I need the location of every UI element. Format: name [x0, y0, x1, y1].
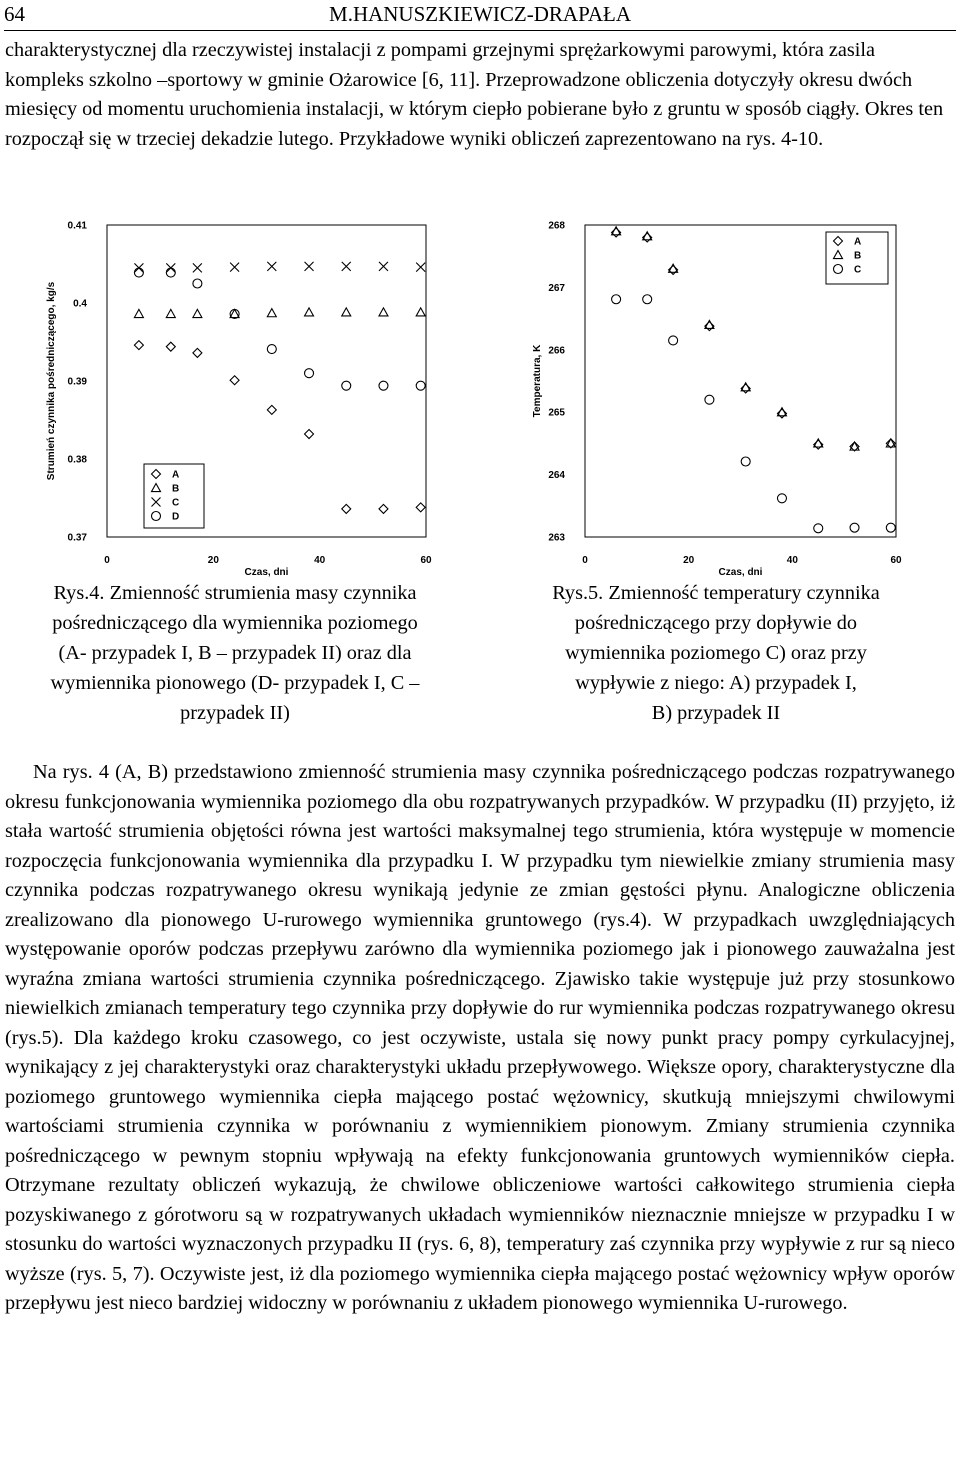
- caption-line: wymiennika pionowego (D- przypadek I, C –: [50, 672, 420, 694]
- y-tick-label: 0.41: [67, 220, 87, 232]
- x-tick-label: 0: [104, 555, 110, 566]
- data-point: [166, 268, 175, 277]
- legend-label: A: [172, 469, 180, 481]
- x-tick-label: 40: [314, 555, 326, 566]
- data-point: [305, 430, 314, 439]
- y-tick-label: 0.39: [67, 376, 87, 388]
- x-tick-label: 20: [683, 555, 695, 566]
- x-tick-label: 40: [786, 555, 798, 566]
- figure-4-chart: [40, 212, 440, 582]
- y-tick-label: 268: [548, 220, 565, 232]
- data-point: [193, 279, 202, 288]
- caption-line: wypływie z niego: A) przypadek I,: [575, 672, 857, 694]
- figure-4-svg: [40, 212, 440, 582]
- data-point: [342, 262, 351, 271]
- y-axis-label: Temperatura, K: [532, 344, 543, 418]
- data-point: [267, 309, 276, 317]
- data-point: [741, 457, 750, 466]
- data-point: [705, 395, 714, 404]
- intro-paragraph: charakterystycznej dla rzeczywistej instalacji z pompami grzejnymi sprężarkowymi parowymi, która zasila kompleks szkolno –sportowy w gminie Ożarowice [6, 11]. Przeprowadzone obliczenia dotyczyły okresu dwóch miesięcy od momentu uruchomienia instalacji, w którym ciepło pobierane było z gruntu w sposób ciągły. Okres ten rozpoczął się w trzeciej dekadzie lutego. Przykładowe wyniki obliczeń zaprezentowano na rys. 4-10.: [5, 39, 944, 150]
- y-tick-label: 265: [548, 407, 565, 419]
- y-tick-label: 0.38: [67, 454, 87, 466]
- series-C: [612, 295, 896, 533]
- data-point: [416, 381, 425, 390]
- data-point: [134, 268, 143, 277]
- figure-5-chart: [528, 212, 918, 582]
- y-tick-label: 0.4: [73, 298, 87, 310]
- page-header: [4, 2, 956, 28]
- figure-5-svg: [528, 212, 918, 582]
- data-point: [886, 523, 895, 532]
- data-point: [305, 369, 314, 378]
- running-head: M.HANUSZKIEWICZ-DRAPAŁA: [329, 2, 631, 26]
- data-point: [230, 263, 239, 272]
- data-point: [850, 442, 859, 450]
- data-point: [134, 309, 143, 317]
- x-tick-label: 60: [420, 555, 432, 566]
- data-point: [643, 295, 652, 304]
- data-point: [305, 262, 314, 271]
- data-point: [230, 376, 239, 385]
- data-point: [416, 308, 425, 316]
- caption-line: pośredniczącego dla wymiennika poziomego: [52, 612, 418, 634]
- x-tick-label: 20: [207, 555, 219, 566]
- x-axis-label: Czas, dni: [244, 567, 289, 578]
- body-paragraph: [5, 758, 955, 1319]
- data-point: [612, 295, 621, 304]
- data-point: [379, 381, 388, 390]
- y-axis-label: Strumień czynnika pośredniczącego, kg/s: [46, 281, 57, 481]
- data-point: [379, 504, 388, 513]
- series-C: [134, 262, 425, 273]
- caption-line: Rys.4. Zmienność strumienia masy czynnika: [53, 582, 417, 604]
- caption-line: wymiennika poziomego C) oraz przy: [565, 642, 867, 664]
- x-tick-label: 60: [890, 555, 902, 566]
- data-point: [134, 341, 143, 350]
- series-B: [134, 308, 425, 318]
- data-point: [416, 503, 425, 512]
- data-point: [669, 336, 678, 345]
- legend-label: D: [172, 511, 180, 523]
- body-text: Na rys. 4 (A, B) przedstawiono zmienność strumienia masy czynnika pośredniczącego podczas rozpatrywanego okresu funkcjonowania wymiennika poziomego dla obu rozpatrywanych przypadków. W przypadku (II) przyjęto, iż stała wartość strumienia objętości równa jest wartości maksymalnej tego strumienia, która występuje w momencie rozpoczęcia funkcjonowania wymiennika dla przypadku I. W przypadku tym niewielkie zmiany strumienia masy czynnika podczas rozpatrywanego okresu wynikają jedynie ze zmian gęstości płynu. Analogiczne obliczenia zrealizowano dla pionowego U-rurowego wymiennika gruntowego (rys.4). W przypadkach uwzględniających występowanie oporów podczas przepływu zarówno dla wymiennika poziomego jak i pionowego zauważalna jest wyraźna zmiana wartości strumienia czynnika pośredniczącego. Zjawisko takie występuje już przy stosunkowo niewielkich zmianach temperatury tego czynnika przy dopływie do rur wymiennika podczas rozpatrywanego okresu (rys.5). Dla każdego kroku czasowego, co jest oczywiste, ustala się nowy punkt pracy pompy cyrkulacyjnej, wynikający z jej charakterystyki oraz charakterystyki układu przepływowego. Większe opory, charakterystyczne dla poziomego gruntowego wymiennika ciepła mającego postać wężownicy, skutkują mniejszymi chwilowymi wartościami strumienia czynnika w porównaniu z wymiennikiem pionowym. Zmiany strumienia czynnika pośredniczącego w pewnym stopniu wpływają na efekty funkcjonowania gruntowych wymienników ciepła. Otrzymane rezultaty obliczeń wykazują, że chwilowe obliczeniowe wartości całkowitego strumienia ciepła pozyskiwanego z górotworu są w rozpatrywanych układach wymienników nieznacznie mniejsze w przypadku I w stosunku do wartości wyznaczonych przypadku II (rys. 6, 8), temperatury zaś czynnika przy wypływie z rur są nieco wyższe (rys. 5, 7). Oczywiste jest, iż dla poziomego wymiennika ciepła mającego postać wężownicy wpływ oporów przepływu jest nieco bardziej widoczny w porównaniu z układem pionowego wymiennika U-rurowego.: [5, 761, 955, 1314]
- data-point: [193, 263, 202, 272]
- data-point: [342, 504, 351, 513]
- legend-label: C: [854, 264, 862, 276]
- data-point: [416, 263, 425, 272]
- legend-label: B: [854, 250, 862, 262]
- x-tick-label: 0: [582, 555, 588, 566]
- caption-line: Rys.5. Zmienność temperatury czynnika: [552, 582, 880, 604]
- data-point: [267, 405, 276, 414]
- y-tick-label: 267: [548, 282, 565, 294]
- data-point: [850, 523, 859, 532]
- caption-line: przypadek II): [180, 702, 290, 724]
- data-point: [777, 494, 786, 503]
- y-tick-label: 0.37: [67, 532, 87, 544]
- data-point: [267, 262, 276, 271]
- figure-5-caption: [495, 578, 937, 728]
- data-point: [166, 309, 175, 317]
- series-D: [134, 268, 425, 390]
- y-tick-label: 266: [548, 345, 565, 357]
- y-tick-label: 263: [548, 532, 565, 544]
- caption-line: pośredniczącego przy dopływie do: [574, 612, 858, 634]
- data-point: [814, 524, 823, 533]
- legend-label: A: [854, 236, 862, 248]
- legend-label: B: [172, 483, 180, 495]
- caption-line: (A- przypadek I, B – przypadek II) oraz dla: [58, 642, 412, 664]
- header-rule: [4, 30, 956, 31]
- data-point: [193, 348, 202, 357]
- figure-4-caption: [0, 578, 470, 728]
- data-point: [342, 381, 351, 390]
- data-point: [166, 342, 175, 351]
- data-point: [379, 262, 388, 271]
- data-point: [379, 308, 388, 316]
- caption-line: B) przypadek II: [651, 702, 781, 724]
- data-point: [267, 345, 276, 354]
- data-point: [193, 309, 202, 317]
- data-point: [305, 308, 314, 316]
- data-point: [342, 308, 351, 316]
- data-point: [886, 439, 895, 447]
- page-number: 64: [4, 2, 25, 26]
- x-axis-label: Czas, dni: [718, 567, 763, 578]
- legend-label: C: [172, 497, 180, 509]
- y-tick-label: 264: [548, 470, 565, 482]
